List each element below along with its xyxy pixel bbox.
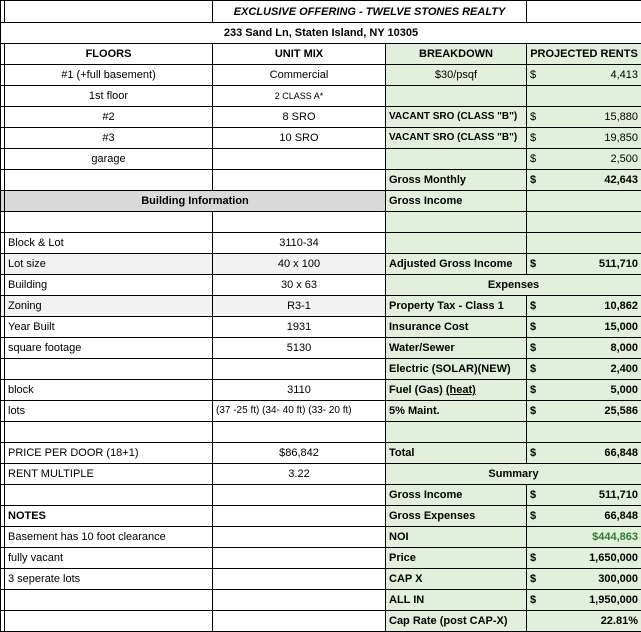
gross-monthly-value: $ 42,643: [527, 170, 641, 191]
summary-label: Gross Expenses: [386, 506, 527, 527]
unit-mix-value: 8 SRO: [213, 107, 386, 128]
building-label: Year Built: [5, 317, 213, 338]
note-item: 3 seperate lots: [5, 569, 213, 590]
expense-label: Fuel (Gas) (heat): [386, 380, 527, 401]
offering-title: EXCLUSIVE OFFERING - TWELVE STONES REALTY: [213, 1, 527, 23]
building-row: [1, 275, 641, 296]
building-value: 3110-34: [213, 233, 386, 254]
building-label: block: [5, 380, 213, 401]
building-label: Block & Lot: [5, 233, 213, 254]
noi-label: NOI: [386, 527, 527, 548]
gross-income-heading: Gross Income: [386, 191, 527, 212]
note-item: Basement has 10 foot clearance: [5, 527, 213, 548]
building-value: R3-1: [213, 296, 386, 317]
summary-value: $ 66,848: [527, 506, 641, 527]
floor-row: [1, 149, 641, 170]
unit-mix-value: 10 SRO: [213, 128, 386, 149]
noi-value: $444,863: [527, 527, 641, 548]
floor-label: garage: [5, 149, 213, 170]
building-row: [1, 380, 641, 401]
unit-mix-value: [213, 149, 386, 170]
property-address: 233 Sand Ln, Staten Island, NY 10305: [1, 23, 641, 44]
building-label: Lot size: [5, 254, 213, 275]
building-value: 1931: [213, 317, 386, 338]
expense-label: Electric (SOLAR)(NEW): [386, 359, 527, 380]
building-value: 40 x 100: [213, 254, 386, 275]
all-in-label: ALL IN: [386, 590, 527, 611]
projected-rents-header: PROJECTED RENTS: [527, 44, 641, 65]
building-row: [1, 254, 641, 275]
cap-rate-value: 22.81%: [527, 611, 641, 632]
building-row: [1, 338, 641, 359]
expense-value: $ 10,862: [527, 296, 641, 317]
building-row: [1, 401, 641, 422]
adjusted-gross-income-value: $ 511,710: [527, 254, 641, 275]
breakdown-value: [386, 86, 527, 107]
notes-heading: NOTES: [5, 506, 213, 527]
expense-label: Insurance Cost: [386, 317, 527, 338]
unit-mix-value: 2 CLASS A*: [213, 86, 386, 107]
expense-value: $ 2,400: [527, 359, 641, 380]
building-label: lots: [5, 401, 213, 422]
rent-value: $ 4,413: [527, 65, 641, 86]
breakdown-value: $30/psqf: [386, 65, 527, 86]
expense-value: $ 8,000: [527, 338, 641, 359]
floor-label: #3: [5, 128, 213, 149]
floor-label: #2: [5, 107, 213, 128]
cap-rate-label: Cap Rate (post CAP-X): [386, 611, 527, 632]
summary-label: Gross Income: [386, 485, 527, 506]
heat-link[interactable]: (heat): [446, 384, 476, 396]
expense-value: $ 15,000: [527, 317, 641, 338]
breakdown-value: VACANT SRO (CLASS "B"): [386, 128, 527, 149]
expense-label: Water/Sewer: [386, 338, 527, 359]
rent-value: $ 19,850: [527, 128, 641, 149]
note-item: fully vacant: [5, 548, 213, 569]
summary-value: $ 511,710: [527, 485, 641, 506]
expense-label: 5% Maint.: [386, 401, 527, 422]
expense-value: $ 5,000: [527, 380, 641, 401]
total-value: $ 66,848: [527, 443, 641, 464]
unit-mix-header: UNIT MIX: [213, 44, 386, 65]
price-per-door-label: PRICE PER DOOR (18+1): [5, 443, 213, 464]
floor-row: [1, 128, 641, 149]
expenses-heading: Expenses: [386, 275, 641, 296]
building-row: [1, 317, 641, 338]
all-in-value: $ 1,950,000: [527, 590, 641, 611]
building-row: [1, 233, 641, 254]
floor-label: #1 (+full basement): [5, 65, 213, 86]
price-label: Price: [386, 548, 527, 569]
floor-label: 1st floor: [5, 86, 213, 107]
building-value: 3110: [213, 380, 386, 401]
building-label: square footage: [5, 338, 213, 359]
rent-value: $ 2,500: [527, 149, 641, 170]
cap-x-value: $ 300,000: [527, 569, 641, 590]
gross-monthly-label: Gross Monthly: [386, 170, 527, 191]
expense-value: $ 25,586: [527, 401, 641, 422]
rent-value: [527, 86, 641, 107]
rent-multiple-label: RENT MULTIPLE: [5, 464, 213, 485]
price-value: $ 1,650,000: [527, 548, 641, 569]
breakdown-value: VACANT SRO (CLASS "B"): [386, 107, 527, 128]
total-label: Total: [386, 443, 527, 464]
building-label: Building: [5, 275, 213, 296]
floor-row: [1, 107, 641, 128]
building-value: 30 x 63: [213, 275, 386, 296]
building-value: (37 -25 ft) (34- 40 ft) (33- 20 ft): [213, 401, 386, 422]
floors-header: FLOORS: [5, 44, 213, 65]
summary-heading: Summary: [386, 464, 641, 485]
rent-value: $ 15,880: [527, 107, 641, 128]
price-per-door-value: $86,842: [213, 443, 386, 464]
building-value: 5130: [213, 338, 386, 359]
building-label: Zoning: [5, 296, 213, 317]
breakdown-value: [386, 149, 527, 170]
expense-label: Property Tax - Class 1: [386, 296, 527, 317]
adjusted-gross-income-label: Adjusted Gross Income: [386, 254, 527, 275]
unit-mix-value: Commercial: [213, 65, 386, 86]
cap-x-label: CAP X: [386, 569, 527, 590]
building-info-heading: Building Information: [5, 191, 386, 212]
building-row: [1, 296, 641, 317]
breakdown-header: BREAKDOWN: [386, 44, 527, 65]
floor-row: [1, 65, 641, 86]
floor-row: [1, 86, 641, 107]
rent-multiple-value: 3.22: [213, 464, 386, 485]
